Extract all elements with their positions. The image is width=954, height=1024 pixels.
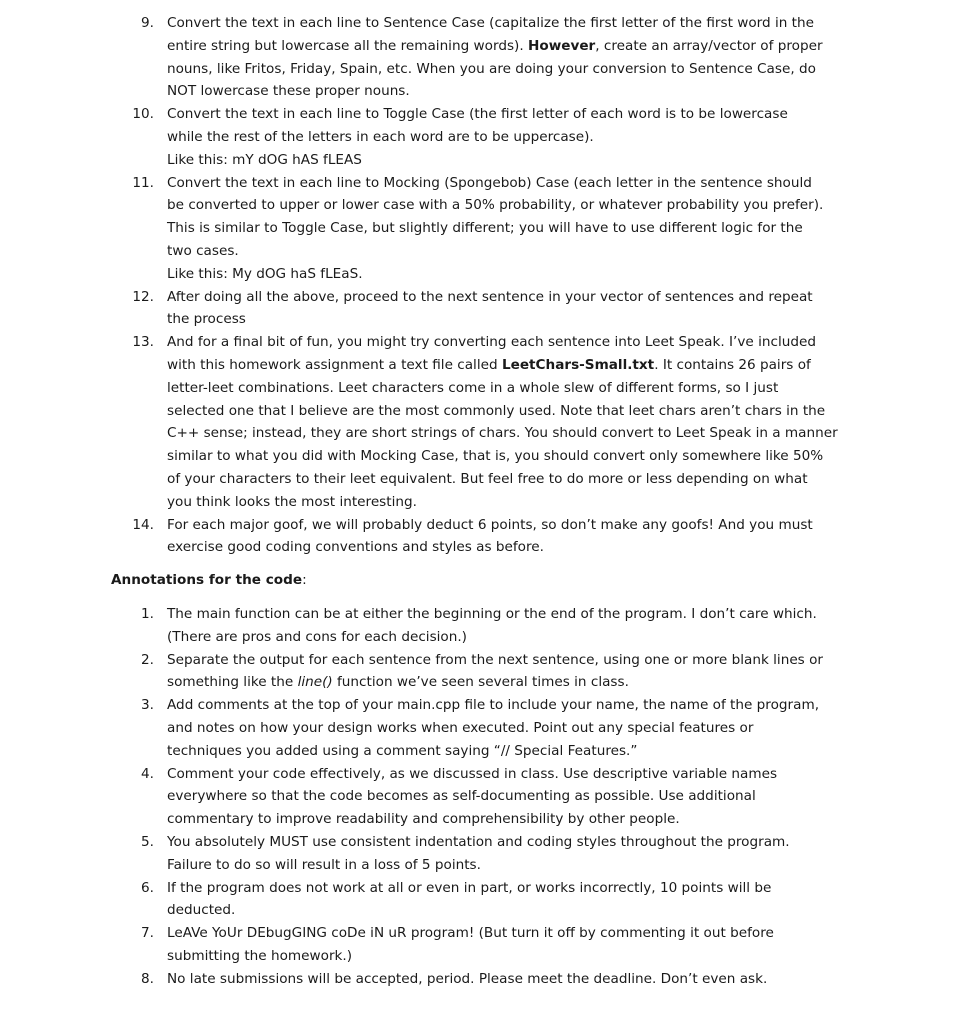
list-number: 9. xyxy=(141,15,154,31)
text-segment: function we’ve seen several times in class. xyxy=(332,674,629,691)
text-line xyxy=(167,35,860,58)
list-number: 5. xyxy=(141,833,154,850)
text-segment: entire string but lowercase all the remaining words). xyxy=(167,37,528,54)
list-item-10 xyxy=(0,103,860,171)
text-line: After doing all the above, proceed to the next sentence in your vector of sentences and repeat xyxy=(167,288,813,305)
heading-colon: : xyxy=(302,572,307,588)
text-line xyxy=(167,671,860,694)
list-item-8 xyxy=(0,968,860,991)
list-number: 13. xyxy=(132,334,154,351)
annotations-list xyxy=(0,603,860,991)
text-line: No late submissions will be accepted, period. Please meet the deadline. Don’t even ask. xyxy=(167,970,768,987)
text-line: Like this: My dOG haS fLEaS. xyxy=(167,265,363,282)
text-line: LeAVe YoUr DEbugGING coDe iN uR program! (But turn it off by commenting it out before xyxy=(167,925,774,942)
text-line: you think looks the most interesting. xyxy=(167,493,417,510)
text-line: of your characters to their leet equivalent. But feel free to do more or less depending on what xyxy=(167,470,808,487)
list-item-14 xyxy=(0,514,860,560)
text-segment: with this homework assignment a text file called xyxy=(167,356,502,373)
list-item-6 xyxy=(0,877,860,923)
list-number: 6. xyxy=(141,879,154,896)
text-line: Like this: mY dOG hAS fLEAS xyxy=(167,151,362,168)
text-line: The main function can be at either the beginning or the end of the program. I don’t care which. xyxy=(167,606,817,622)
list-number: 4. xyxy=(141,765,154,782)
text-line: C++ sense; instead, they are short strings of chars. You should convert to Leet Speak in a manner xyxy=(167,425,838,442)
text-line: If the program does not work at all or even in part, or works incorrectly, 10 points will be xyxy=(167,879,772,896)
text-line: be converted to upper or lower case with a 50% probability, or whatever probability you prefer). xyxy=(167,197,824,214)
text-line: while the rest of the letters in each word are to be uppercase). xyxy=(167,128,594,145)
text-segment: something like the xyxy=(167,674,298,691)
list-item-13 xyxy=(0,331,860,513)
list-item-4 xyxy=(0,763,860,831)
list-item-2 xyxy=(0,649,860,695)
text-line: two cases. xyxy=(167,242,239,259)
text-segment: , create an array/vector of proper xyxy=(595,37,823,54)
list-number: 11. xyxy=(132,174,154,191)
text-line: and notes on how your design works when executed. Point out any special features or xyxy=(167,719,754,736)
text-line: Failure to do so will result in a loss of 5 points. xyxy=(167,856,481,873)
list-number: 3. xyxy=(141,697,154,714)
list-item-12 xyxy=(0,286,860,332)
text-line: commentary to improve readability and comprehensibility by other people. xyxy=(167,811,680,828)
text-line: everywhere so that the code becomes as self-documenting as possible. Use additional xyxy=(167,788,756,805)
text-line xyxy=(167,354,860,377)
text-line: For each major goof, we will probably deduct 6 points, so don’t make any goofs! And you must xyxy=(167,516,813,533)
section-heading xyxy=(111,569,307,592)
text-line: nouns, like Fritos, Friday, Spain, etc. When you are doing your conversion to Sentence Case, do xyxy=(167,60,816,77)
text-line: And for a final bit of fun, you might try converting each sentence into Leet Speak. I’ve included xyxy=(167,334,816,351)
text-line: You absolutely MUST use consistent indentation and coding styles throughout the program. xyxy=(167,833,790,850)
file-name: LeetChars-Small.txt xyxy=(501,356,655,373)
function-name: line() xyxy=(297,674,333,691)
text-line: (There are pros and cons for each decision.) xyxy=(167,628,467,645)
bold-text: However xyxy=(527,37,596,54)
text-line: similar to what you did with Mocking Case, that is, you should convert only somewhere like 50% xyxy=(167,448,824,465)
text-line: the process xyxy=(167,311,246,328)
text-line: letter-leet combinations. Leet characters come in a whole slew of different forms, so I just xyxy=(167,379,779,396)
text-line: Separate the output for each sentence from the next sentence, using one or more blank lines or xyxy=(167,651,823,668)
list-number: 7. xyxy=(141,925,154,942)
text-line: submitting the homework.) xyxy=(167,947,353,964)
text-line: deducted. xyxy=(167,902,236,919)
text-line: exercise good coding conventions and styles as before. xyxy=(167,539,544,556)
text-line: This is similar to Toggle Case, but slightly different; you will have to use different logic for the xyxy=(167,220,803,237)
list-number: 14. xyxy=(132,516,154,533)
text-line: Convert the text in each line to Mocking (Spongebob) Case (each letter in the sentence should xyxy=(167,174,812,191)
list-item-3 xyxy=(0,694,860,762)
text-line: Convert the text in each line to Toggle Case (the first letter of each word is to be lowercase xyxy=(167,106,788,123)
list-item-5 xyxy=(0,831,860,877)
text-line: Add comments at the top of your main.cpp file to include your name, the name of the program, xyxy=(167,697,820,714)
requirements-list xyxy=(0,12,860,559)
heading-text: Annotations for the code xyxy=(111,572,303,588)
text-line: Convert the text in each line to Sentence Case (capitalize the first letter of the first word in the xyxy=(167,15,814,31)
list-number: 12. xyxy=(132,288,154,305)
list-number: 10. xyxy=(132,106,154,123)
text-line: techniques you added using a comment saying “// Special Features.” xyxy=(167,742,638,759)
text-line: selected one that I believe are the most commonly used. Note that leet chars aren’t chars in the xyxy=(167,402,826,419)
list-number: 8. xyxy=(141,970,154,987)
text-segment: . It contains 26 pairs of xyxy=(654,356,811,373)
list-item-11 xyxy=(0,172,860,286)
list-number: 1. xyxy=(141,606,154,622)
list-item-7 xyxy=(0,922,860,968)
text-line: NOT lowercase these proper nouns. xyxy=(167,83,410,100)
list-number: 2. xyxy=(141,651,154,668)
text-line: Comment your code effectively, as we discussed in class. Use descriptive variable names xyxy=(167,765,778,782)
list-item-1 xyxy=(0,603,860,649)
list-item-9 xyxy=(0,12,860,103)
